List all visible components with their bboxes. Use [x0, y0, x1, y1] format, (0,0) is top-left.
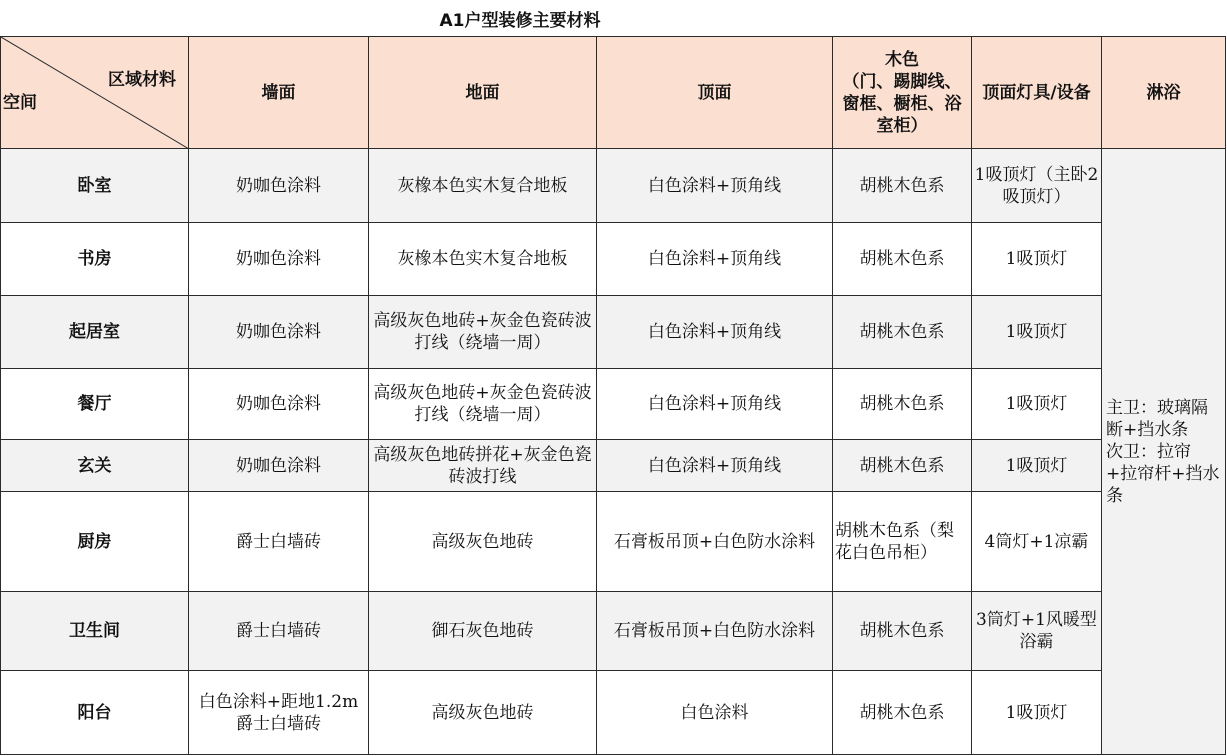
space-cell: 卧室	[1, 149, 189, 223]
wood-cell: 胡桃木色系	[833, 671, 972, 755]
table-row	[1, 592, 1226, 671]
corner-header-cell	[1, 37, 189, 149]
light-cell: 3筒灯+1风暖型浴霸	[972, 592, 1102, 671]
floor-cell: 高级灰色地砖	[369, 492, 597, 592]
wood-cell: 胡桃木色系	[833, 369, 972, 440]
wall-cell: 奶咖色涂料	[189, 223, 369, 296]
floor-cell: 高级灰色地砖拼花+灰金色瓷砖波打线	[369, 440, 597, 492]
table-row	[1, 671, 1226, 755]
col-header-floor: 地面	[369, 37, 597, 149]
table-row	[1, 223, 1226, 296]
wall-cell: 爵士白墙砖	[189, 492, 369, 592]
space-cell: 厨房	[1, 492, 189, 592]
floor-cell: 高级灰色地砖	[369, 671, 597, 755]
space-cell: 起居室	[1, 296, 189, 369]
floor-cell: 灰橡本色实木复合地板	[369, 149, 597, 223]
ceiling-cell: 白色涂料+顶角线	[597, 149, 833, 223]
wood-cell: 胡桃木色系	[833, 296, 972, 369]
ceiling-cell: 石膏板吊顶+白色防水涂料	[597, 492, 833, 592]
wood-cell: 胡桃木色系	[833, 223, 972, 296]
light-cell: 1吸顶灯	[972, 223, 1102, 296]
light-cell: 1吸顶灯	[972, 440, 1102, 492]
table-row	[1, 492, 1226, 592]
space-cell: 玄关	[1, 440, 189, 492]
ceiling-cell: 白色涂料+顶角线	[597, 440, 833, 492]
shower-note-cell: 主卫：玻璃隔断+挡水条 次卫：拉帘+拉帘杆+挡水条	[1102, 149, 1226, 755]
wall-cell: 奶咖色涂料	[189, 149, 369, 223]
wall-cell: 奶咖色涂料	[189, 369, 369, 440]
ceiling-cell: 石膏板吊顶+白色防水涂料	[597, 592, 833, 671]
light-cell: 4筒灯+1凉霸	[972, 492, 1102, 592]
corner-area-label: 区域材料	[108, 70, 176, 90]
wall-cell: 奶咖色涂料	[189, 440, 369, 492]
wood-cell: 胡桃木色系（梨花白色吊柜）	[833, 492, 972, 592]
col-header-wood: 木色 （门、踢脚线、窗框、橱柜、浴室柜）	[833, 37, 972, 149]
wall-cell: 白色涂料+距地1.2m爵士白墙砖	[189, 671, 369, 755]
table-row	[1, 369, 1226, 440]
wood-cell: 胡桃木色系	[833, 440, 972, 492]
light-cell: 1吸顶灯	[972, 296, 1102, 369]
wood-cell: 胡桃木色系	[833, 592, 972, 671]
floor-cell: 高级灰色地砖+灰金色瓷砖波打线（绕墙一周）	[369, 369, 597, 440]
col-header-ceiling: 顶面	[597, 37, 833, 149]
col-header-shower: 淋浴	[1102, 37, 1226, 149]
table-row	[1, 440, 1226, 492]
ceiling-cell: 白色涂料+顶角线	[597, 296, 833, 369]
floor-cell: 御石灰色地砖	[369, 592, 597, 671]
wall-cell: 爵士白墙砖	[189, 592, 369, 671]
space-cell: 餐厅	[1, 369, 189, 440]
space-cell: 卫生间	[1, 592, 189, 671]
materials-table	[0, 36, 1226, 755]
floor-cell: 灰橡本色实木复合地板	[369, 223, 597, 296]
ceiling-cell: 白色涂料+顶角线	[597, 369, 833, 440]
table-row	[1, 149, 1226, 223]
floor-cell: 高级灰色地砖+灰金色瓷砖波打线（绕墙一周）	[369, 296, 597, 369]
table-row	[1, 296, 1226, 369]
ceiling-cell: 白色涂料	[597, 671, 833, 755]
light-cell: 1吸顶灯（主卧2吸顶灯）	[972, 149, 1102, 223]
light-cell: 1吸顶灯	[972, 671, 1102, 755]
ceiling-cell: 白色涂料+顶角线	[597, 223, 833, 296]
col-header-wall: 墙面	[189, 37, 369, 149]
wood-cell: 胡桃木色系	[833, 149, 972, 223]
corner-space-label: 空间	[3, 93, 37, 113]
space-cell: 书房	[1, 223, 189, 296]
page-title: A1户型装修主要材料	[439, 11, 601, 31]
light-cell: 1吸顶灯	[972, 369, 1102, 440]
space-cell: 阳台	[1, 671, 189, 755]
col-header-light: 顶面灯具/设备	[972, 37, 1102, 149]
wall-cell: 奶咖色涂料	[189, 296, 369, 369]
header-row	[1, 37, 1226, 149]
